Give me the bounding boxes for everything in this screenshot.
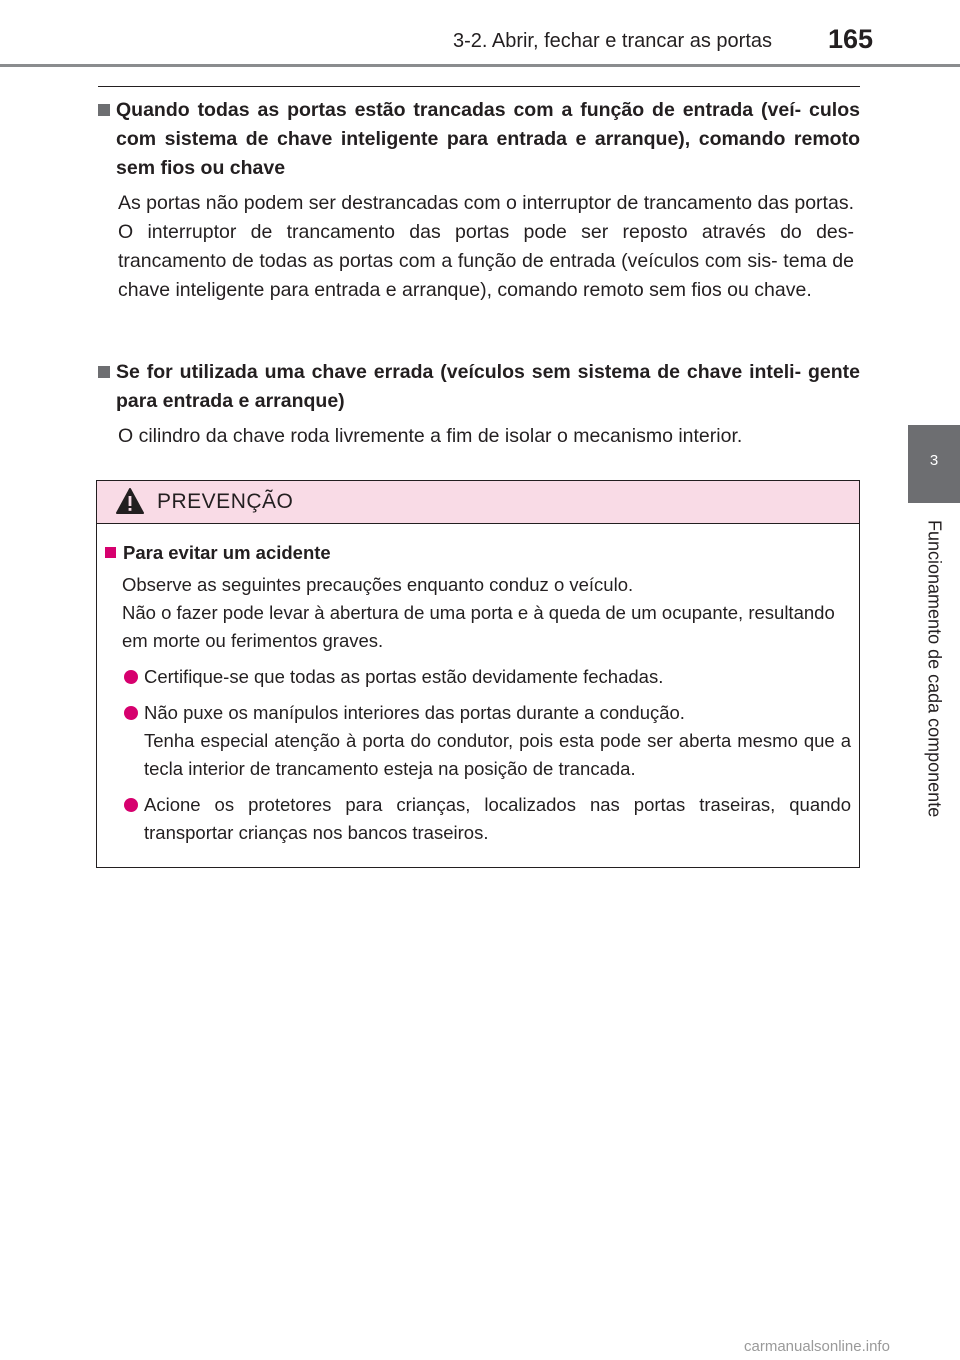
- running-header-title: 3-2. Abrir, fechar e trancar as portas: [452, 30, 772, 52]
- bullet-dot-icon: [124, 798, 138, 812]
- footer-watermark: carmanualsonline.info: [744, 1338, 890, 1355]
- square-bullet-icon: [105, 547, 116, 558]
- chapter-tab-number: 3: [929, 452, 939, 469]
- warning-triangle-icon: [115, 487, 145, 515]
- warning-box: [96, 480, 860, 868]
- paragraph: Observe as seguintes precauções enquanto conduz o veículo.: [122, 574, 634, 595]
- section-wrong-key: [98, 358, 860, 451]
- section-body: [118, 422, 854, 451]
- section-all-doors-locked: [98, 96, 860, 305]
- paragraph: Não o fazer pode levar à abertura de uma porta e à queda de um ocupante, resultando em morte ou ferimentos graves.: [122, 602, 835, 651]
- warning-intro: [122, 571, 851, 655]
- warning-list-item: Não puxe os manípulos interiores das portas durante a condução. Tenha especial atenção à porta do condutor, pois esta pode ser aberta mesmo que a tecla interior de trancamento esteja na posição de trancada.: [122, 699, 851, 783]
- page-number: 165: [828, 24, 874, 54]
- square-bullet-icon: [98, 366, 110, 378]
- section-heading: Quando todas as portas estão trancadas com a função de entrada (veí- culos com sistema de chave inteligente para entrada e arranque), comando remoto sem fios ou chave: [98, 96, 860, 183]
- section-body: [118, 189, 854, 305]
- warning-list-item: Acione os protetores para crianças, localizados nas portas traseiras, quando transportar crianças nos bancos traseiros.: [122, 791, 851, 847]
- paragraph: As portas não podem ser destrancadas com o interruptor de trancamento das portas.: [118, 192, 854, 214]
- section-heading: Se for utilizada uma chave errada (veículos sem sistema de chave inteli- gente para entrada e arranque): [98, 358, 860, 416]
- warning-list-item: Certifique-se que todas as portas estão devidamente fechadas.: [122, 663, 851, 691]
- warning-title: PREVENÇÃO: [157, 490, 294, 513]
- paragraph: O interruptor de trancamento das portas pode ser reposto através do des- trancamento de todas as portas com a função de entrada (veículos com sis- tema de chave inteligente para entrada e arranque), comando remoto sem fios ou chave.: [118, 221, 854, 301]
- warning-header: [97, 481, 859, 524]
- header-rule: [0, 64, 960, 67]
- content-top-rule: [98, 86, 860, 87]
- bullet-dot-icon: [124, 670, 138, 684]
- square-bullet-icon: [98, 104, 110, 116]
- paragraph: O cilindro da chave roda livremente a fim de isolar o mecanismo interior.: [118, 425, 743, 447]
- bullet-dot-icon: [124, 706, 138, 720]
- chapter-tab-label: Funcionamento de cada componente: [924, 520, 945, 818]
- warning-heading: Para evitar um acidente: [105, 539, 851, 567]
- warning-body: [105, 539, 851, 847]
